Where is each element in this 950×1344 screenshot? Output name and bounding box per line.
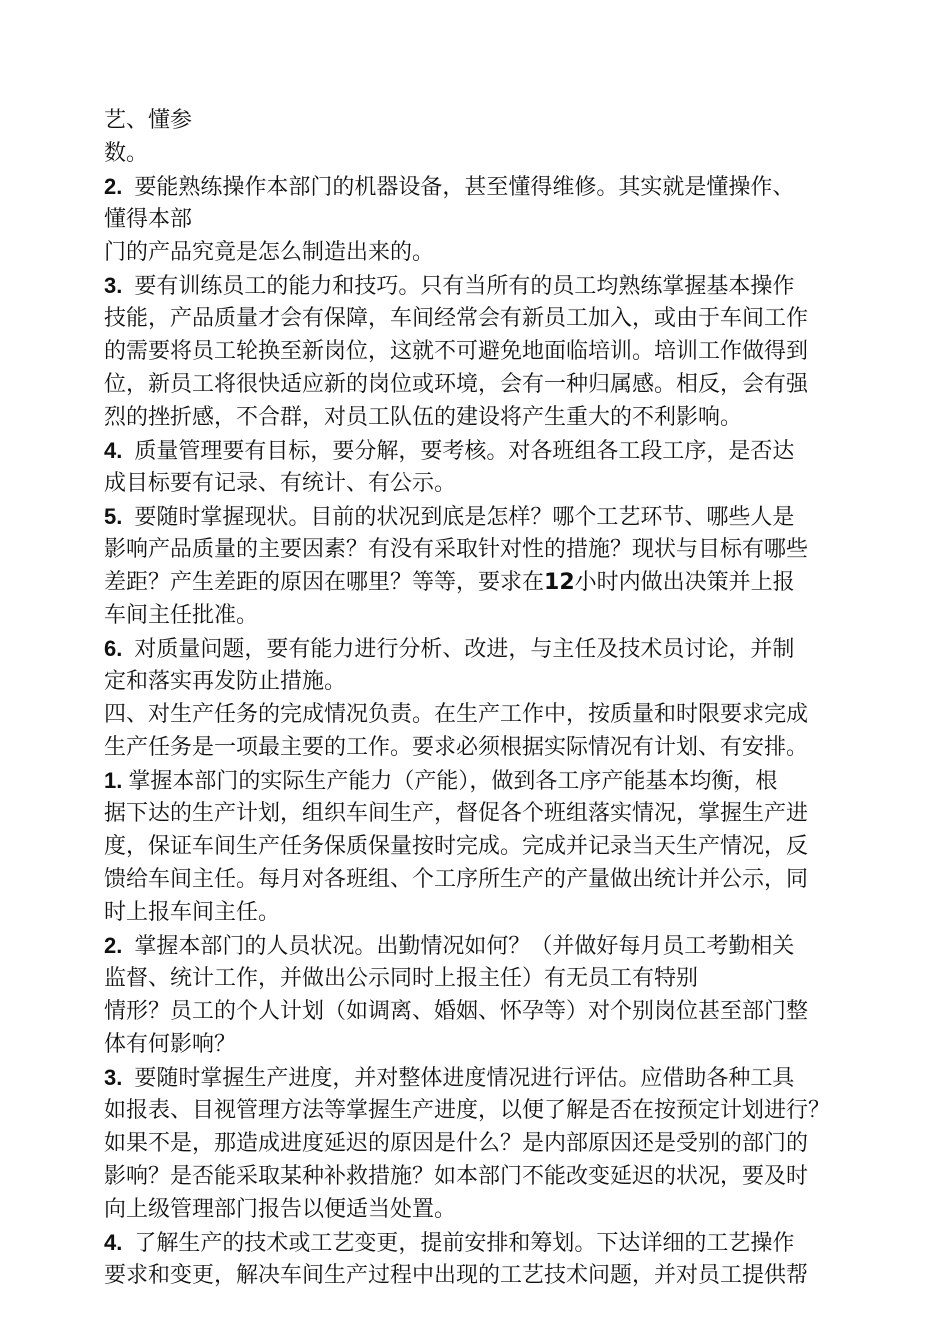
list-item-line [104,500,864,533]
list-number: 4. [104,1230,123,1255]
line-text: 据下达的生产计划，组织车间生产，督促各个班组落实情况，掌握生产进 [104,801,809,826]
line-text: 影响？是否能采取某种补救措施？如本部门不能改变延迟的状况，要及时 [104,1164,809,1189]
text-line [104,731,864,764]
list-item-line [104,170,864,203]
text-line [104,335,864,368]
list-number: 3. [104,1065,123,1090]
text-line [104,104,864,137]
list-item-line [104,1061,864,1094]
line-text: 的需要将员工轮换至新岗位，这就不可避免地面临培训。培训工作做得到 [104,339,809,364]
line-text: 情形？员工的个人计划（如调离、婚姻、怀孕等）对个别岗位甚至部门整 [104,999,809,1024]
line-text: 技能，产品质量才会有保障，车间经常会有新员工加入，或由于车间工作 [104,306,809,331]
line-text: 位，新员工将很快适应新的岗位或环境，会有一种归属感。相反，会有强 [104,372,809,397]
text-line [104,1028,864,1061]
line-text: 掌握本部门的实际生产能力（产能），做到各工序产能基本均衡，根 [128,769,778,794]
text-line [104,302,864,335]
text-line [104,566,864,599]
list-number: 2. [104,174,123,199]
line-text: 车间主任批准。 [104,603,259,628]
line-text: 如报表、目视管理方法等掌握生产进度，以便了解是否在按预定计划进行？ [104,1098,831,1123]
text-line [104,203,864,236]
text-line [104,962,864,995]
line-text: 监督、统计工作，并做出公示同时上报主任）有无员工有特别 [104,966,699,991]
list-item-line [104,632,864,665]
list-item-line [104,434,864,467]
list-number: 3. [104,273,123,298]
text-line [104,665,864,698]
text-line [104,995,864,1028]
line-text: 要有训练员工的能力和技巧。只有当所有的员工均熟练掌握基本操作 [134,274,795,299]
text-line [104,797,864,830]
line-text: 生产任务是一项最主要的工作。要求必须根据实际情况有计划、有安排。 [104,735,809,760]
text-line [104,401,864,434]
text-line [104,599,864,632]
text-line [104,863,864,896]
document-page [104,104,864,1292]
list-number: 1. [104,768,123,793]
text-line [104,1259,864,1292]
text-line [104,467,864,500]
line-text: 影响产品质量的主要因素？有没有采取针对性的措施？现状与目标有哪些 [104,537,809,562]
line-text: 度，保证车间生产任务保质保量按时完成。完成并记录当天生产情况，反 [104,834,809,859]
list-item-line [104,929,864,962]
line-text: 馈给车间主任。每月对各班组、个工序所生产的产量做出统计并公示，同 [104,867,809,892]
line-text: 艺、懂参 [104,108,193,133]
line-text: 四、对生产任务的完成情况负责。在生产工作中，按质量和时限要求完成 [104,702,809,727]
line-text: 要随时掌握生产进度，并对整体进度情况进行评估。应借助各种工具 [134,1066,795,1091]
list-number: 6. [104,636,123,661]
line-text: 时上报车间主任。 [104,900,281,925]
line-text: 懂得本部 [104,207,193,232]
text-line [104,896,864,929]
line-text: 小时内做出决策并上报 [574,570,795,595]
hours-number: 12 [544,570,575,595]
line-text: 成目标要有记录、有统计、有公示。 [104,471,457,496]
list-item-line [104,269,864,302]
text-line [104,1193,864,1226]
list-number: 2. [104,933,123,958]
list-number: 4. [104,438,123,463]
text-line [104,1094,864,1127]
section-heading-line [104,698,864,731]
text-line [104,137,864,170]
list-item-line [104,1226,864,1259]
line-text: 了解生产的技术或工艺变更，提前安排和筹划。下达详细的工艺操作 [134,1231,795,1256]
text-line [104,236,864,269]
line-text: 要求和变更，解决车间生产过程中出现的工艺技术问题，并对员工提供帮 [104,1263,809,1288]
line-text: 门的产品究竟是怎么制造出来的。 [104,240,435,265]
line-text: 向上级管理部门报告以便适当处置。 [104,1197,457,1222]
text-line [104,1160,864,1193]
line-text: 体有何影响？ [104,1032,237,1057]
line-text: 烈的挫折感，不合群，对员工队伍的建设将产生重大的不利影响。 [104,405,743,430]
line-text: 要能熟练操作本部门的机器设备，甚至懂得维修。其实就是懂操作、 [134,175,795,200]
line-text: 质量管理要有目标，要分解，要考核。对各班组各工段工序，是否达 [134,439,795,464]
text-line [104,533,864,566]
line-text: 定和落实再发防止措施。 [104,669,347,694]
text-line [104,1127,864,1160]
line-text: 掌握本部门的人员状况。出勤情况如何？（并做好每月员工考勤相关 [134,934,795,959]
line-text: 对质量问题，要有能力进行分析、改进，与主任及技术员讨论，并制 [134,637,795,662]
list-number: 5. [104,504,123,529]
line-text: 数。 [104,141,149,166]
line-text: 差距？产生差距的原因在哪里？等等，要求在 [104,570,545,595]
text-line [104,830,864,863]
line-text: 要随时掌握现状。目前的状况到底是怎样？哪个工艺环节、哪些人是 [134,505,795,530]
text-line [104,368,864,401]
list-item-line [104,764,864,797]
line-text: 如果不是，那造成进度延迟的原因是什么？是内部原因还是受别的部门的 [104,1131,809,1156]
